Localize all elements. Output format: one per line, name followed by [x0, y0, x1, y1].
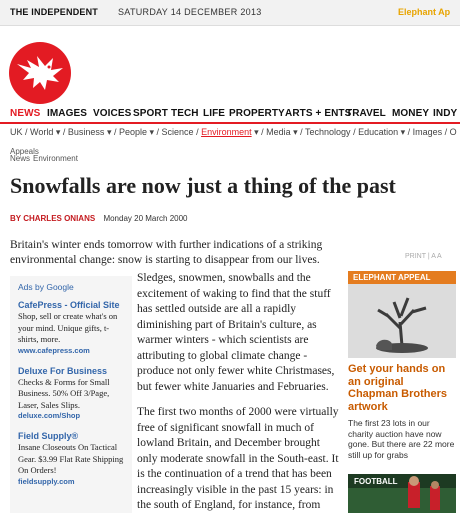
ad-item[interactable]: [18, 366, 124, 422]
ad-url[interactable]: www.cafepress.com: [18, 345, 90, 355]
subnav-environment[interactable]: Environment: [201, 127, 252, 137]
promo-label: ELEPHANT APPEAL: [348, 271, 456, 284]
article-date: Monday 20 March 2000: [103, 214, 188, 223]
google-ads-box: [10, 276, 132, 513]
nav-news[interactable]: NEWS: [10, 108, 41, 119]
ad-text: Shop, sell or create what's on your mind. Unique gifts, t-shirts, more.: [18, 311, 118, 344]
subnav-business[interactable]: Business: [67, 127, 105, 137]
subnav-people[interactable]: People: [118, 127, 147, 137]
article-body: [137, 271, 343, 513]
author-link[interactable]: BY CHARLES ONIANS: [10, 214, 96, 223]
breadcrumb-appeals[interactable]: Appeals: [10, 147, 39, 156]
ad-text: Checks & Forms for Small Business. 50% Off 3/Page, Laser, Sales Slips.: [18, 376, 110, 410]
top-bar: [0, 0, 460, 26]
subnav-world[interactable]: World: [30, 127, 54, 137]
promo-headline[interactable]: Get your hands on an original Chapman Brothers artwork: [348, 363, 448, 413]
subnav-technology[interactable]: Technology: [305, 127, 351, 137]
ad-item[interactable]: [18, 300, 124, 356]
artwork-tree-icon: [348, 284, 456, 358]
subnav-media[interactable]: Media: [266, 127, 291, 137]
ad-title[interactable]: Deluxe For Business: [18, 365, 108, 376]
football-promo[interactable]: [348, 474, 456, 513]
football-label: FOOTBALL: [354, 477, 398, 486]
article-paragraph: Sledges, snowmen, snowballs and the excitement of waking to find that the stuff has settled outside are all a rapidly diminishing part of Britain's culture, as warmer winters - which scientists are attributing to global climate change - produce not only fewer white Christmases, but fewer white Januaries and Februaries.: [137, 272, 335, 393]
elephant-appeal-promo[interactable]: [348, 271, 456, 460]
ad-text: Insane Closeouts On Tactical Gear. $3.99 Flat Rate Shipping On Orders!: [18, 442, 124, 475]
breadcrumb: [10, 147, 130, 167]
article-headline: Snowfalls are now just a thing of the past: [10, 173, 396, 198]
ad-url[interactable]: fieldsupply.com: [18, 476, 75, 486]
nav-arts-ents[interactable]: ARTS + ENTS: [285, 108, 352, 119]
article-paragraph: The first two months of 2000 were virtually free of significant snowfall in much of lowland Britain, and December brought only moderate snowfall in the South-east. It is the continuation of a trend that has been increasingly visible in the past 15 years: in the south of England, for instance, from: [137, 406, 339, 511]
article-intro: Britain's winter ends tomorrow with further indications of a striking environmental change: snow is starting to disappear from our lives.: [10, 239, 323, 266]
subnav-science[interactable]: Science: [161, 127, 194, 137]
independent-logo[interactable]: [9, 42, 71, 104]
nav-property[interactable]: PROPERTY: [229, 108, 285, 119]
ad-url[interactable]: deluxe.com/Shop: [18, 411, 81, 420]
promo-image[interactable]: [348, 284, 456, 358]
promo-blurb: The first 23 lots in our charity auction have now gone. But there are 22 more still up for grabs: [348, 418, 455, 460]
nav-tech[interactable]: TECH: [171, 108, 199, 119]
print-font-tools[interactable]: PRINT | A A: [405, 253, 442, 260]
main-nav: [0, 106, 460, 122]
nav-images[interactable]: IMAGES: [47, 108, 88, 119]
ads-heading[interactable]: Ads by Google: [18, 282, 74, 292]
sub-nav: UK / World ▾ / Business ▾ / People ▾ / Science / Environment ▾ / Media ▾ / Technology / Education ▾ / Images / O: [10, 127, 457, 137]
eagle-icon: [9, 42, 71, 104]
elephant-appeal-link[interactable]: Elephant Ap: [398, 7, 451, 17]
subnav-more[interactable]: O: [449, 127, 457, 137]
subnav-uk[interactable]: UK: [10, 127, 23, 137]
nav-money[interactable]: MONEY: [392, 108, 430, 119]
byline: [10, 214, 188, 223]
breadcrumb-news[interactable]: News: [10, 154, 31, 163]
nav-sport[interactable]: SPORT: [133, 108, 168, 119]
nav-voices[interactable]: VOICES: [93, 108, 132, 119]
ad-item[interactable]: [18, 431, 124, 487]
masthead-date: SATURDAY 14 DECEMBER 2013: [118, 7, 262, 17]
nav-life[interactable]: LIFE: [203, 108, 226, 119]
breadcrumb-environment[interactable]: Environment: [33, 154, 78, 163]
ad-title[interactable]: CafePress - Official Site: [18, 300, 120, 310]
nav-travel[interactable]: TRAVEL: [346, 108, 386, 119]
subnav-education[interactable]: Education: [358, 127, 399, 137]
ad-title[interactable]: Field Supply®: [18, 431, 79, 441]
nav-indy[interactable]: INDY: [433, 108, 458, 119]
subnav-images[interactable]: Images: [412, 127, 443, 137]
masthead-text[interactable]: THE INDEPENDENT: [10, 7, 99, 17]
nav-divider: [0, 122, 460, 124]
